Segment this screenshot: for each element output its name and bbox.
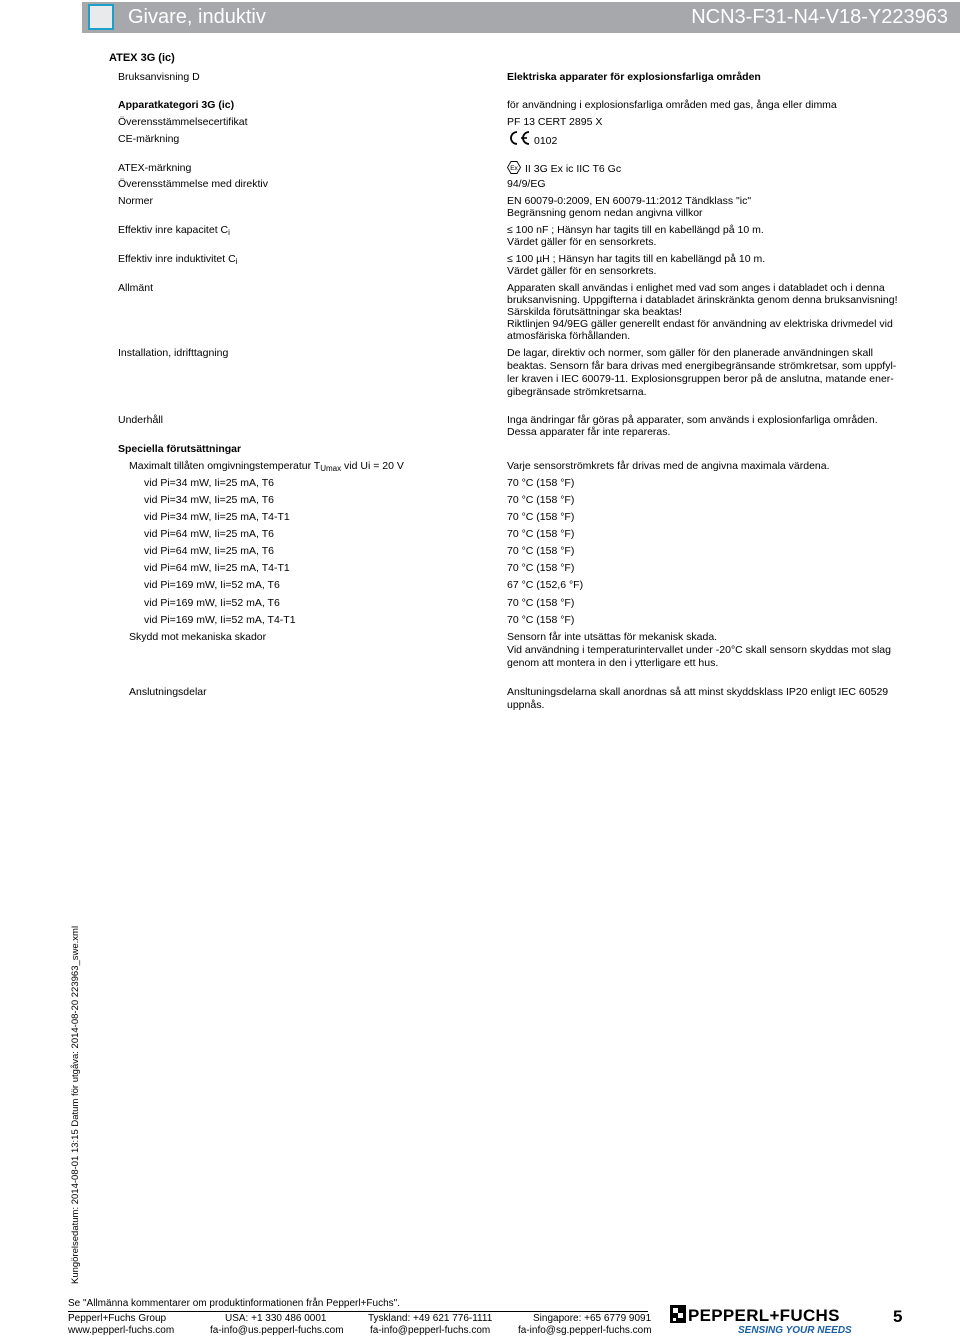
normer-label: Normer xyxy=(118,195,154,207)
condition-label: vid Pi=64 mW, Ii=25 mA, T4-T1 xyxy=(144,562,290,574)
pepperl-fuchs-logo-icon xyxy=(670,1305,686,1323)
footer-note: Se "Allmänna kommentarer om produktinformationen från Pepperl+Fuchs". xyxy=(68,1298,400,1309)
anslutning-line-1: Ansltuningsdelarna skall anordnas så att minst skyddsklass IP20 enligt IEC 60529 xyxy=(507,686,889,698)
certifikat-label: Överensstämmelsecertifikat xyxy=(118,116,248,128)
bruksanvisning-value: Elektriska apparater för explosionsfarliga områden xyxy=(507,71,761,83)
condition-value: 70 °C (158 °F) xyxy=(507,614,575,626)
skydd-line-2: Vid användning i temperaturintervallet under -20°C skall sensorn skyddas mot slag xyxy=(507,644,891,656)
induktivitet-label xyxy=(118,253,237,268)
contact-detail[interactable]: fa-info@sg.pepperl-fuchs.com xyxy=(518,1325,652,1336)
anslutning-label: Anslutningsdelar xyxy=(129,686,207,698)
skydd-line-1: Sensorn får inte utsättas för mekanisk skada. xyxy=(507,631,718,643)
condition-label: vid Pi=34 mW, Ii=25 mA, T6 xyxy=(144,477,274,489)
brand-tagline: SENSING YOUR NEEDS xyxy=(738,1325,852,1336)
kapacitet-label xyxy=(118,224,230,239)
atex-label: ATEX-märkning xyxy=(118,162,192,174)
max-temp-suffix: vid Ui = 20 V xyxy=(341,460,404,472)
installation-line-1: De lagar, direktiv och normer, som gäller för den planerade användningen skall xyxy=(507,347,873,359)
condition-value: 70 °C (158 °F) xyxy=(507,528,575,540)
bruksanvisning-label: Bruksanvisning D xyxy=(118,71,200,83)
max-temp-sub: Umax xyxy=(320,464,342,473)
svg-text:Ex: Ex xyxy=(510,165,518,172)
contact-name: USA: +1 330 486 0001 xyxy=(225,1313,327,1324)
atex-marking: II 3G Ex ic IIC T6 Gc xyxy=(525,163,622,175)
ce-value-row xyxy=(507,130,907,148)
contact-detail[interactable]: www.pepperl-fuchs.com xyxy=(68,1325,175,1336)
atex-value-row xyxy=(507,161,907,176)
skydd-line-3: genom att montera in den i ytterligare ett hus. xyxy=(507,657,719,669)
allmant-line-2: bruksanvisning. Uppgifterna i databladet ärinskränkta genom denna bruksanvisning! xyxy=(507,294,898,306)
condition-label: vid Pi=169 mW, Ii=52 mA, T6 xyxy=(144,597,280,609)
condition-value: 70 °C (158 °F) xyxy=(507,597,575,609)
condition-value: 70 °C (158 °F) xyxy=(507,545,575,557)
kapacitet-label-text: Effektiv inre kapacitet C xyxy=(118,224,229,236)
contact-detail[interactable]: fa-info@pepperl-fuchs.com xyxy=(370,1325,491,1336)
installation-label: Installation, idrifttagning xyxy=(118,347,229,359)
condition-label: vid Pi=34 mW, Ii=25 mA, T4-T1 xyxy=(144,511,290,523)
ce-mark-icon xyxy=(507,130,531,146)
anslutning-line-2: uppnås. xyxy=(507,699,545,711)
condition-value: 70 °C (158 °F) xyxy=(507,494,575,506)
certifikat-value: PF 13 CERT 2895 X xyxy=(507,116,603,128)
condition-label: vid Pi=64 mW, Ii=25 mA, T6 xyxy=(144,528,274,540)
contact-name: Singapore: +65 6779 9091 xyxy=(533,1313,652,1324)
allmant-line-1: Apparaten skall användas i enlighet med vad som anges i databladet och i denna xyxy=(507,282,885,294)
skydd-label: Skydd mot mekaniska skador xyxy=(129,631,267,643)
kapacitet-value-1: ≤ 100 nF ; Hänsyn har tagits till en kabellängd på 10 m. xyxy=(507,224,764,236)
kategori-label: Apparatkategori 3G (ic) xyxy=(118,99,235,111)
condition-label: vid Pi=169 mW, Ii=52 mA, T6 xyxy=(144,579,280,591)
induktivitet-value-2: Värdet gäller för en sensorkrets. xyxy=(507,265,657,277)
max-temp-label xyxy=(129,460,404,475)
max-temp-value: Varje sensorströmkrets får drivas med de angivna maximala värdena. xyxy=(507,460,830,472)
kapacitet-value-2: Värdet gäller för en sensorkrets. xyxy=(507,236,657,248)
kapacitet-sub: i xyxy=(228,228,230,237)
publication-date-sidebar: Kungörelsedatum: 2014-08-01 13:15 Datum för utgåva: 2014-08-20 223963_swe.xml xyxy=(70,925,81,1284)
condition-value: 67 °C (152,6 °F) xyxy=(507,579,584,591)
underhall-line-1: Inga ändringar får göras på apparater, som används i explosionfarliga områden. xyxy=(507,414,878,426)
ce-label: CE-märkning xyxy=(118,133,180,145)
kategori-value: för användning i explosionsfarliga områden med gas, ånga eller dimma xyxy=(507,99,837,111)
allmant-line-4: Riktlinjen 94/9EG gäller generellt endast för användning av elektriska drivmedel vid xyxy=(507,318,893,330)
section-title: ATEX 3G (ic) xyxy=(109,52,175,64)
contact-name: Tyskland: +49 621 776-1111 xyxy=(368,1313,493,1324)
header-bar xyxy=(82,2,960,33)
condition-label: vid Pi=34 mW, Ii=25 mA, T6 xyxy=(144,494,274,506)
allmant-label: Allmänt xyxy=(118,282,154,294)
header-square-icon xyxy=(88,4,114,30)
document-title: Givare, induktiv xyxy=(128,6,266,28)
condition-label: vid Pi=169 mW, Ii=52 mA, T4-T1 xyxy=(144,614,296,626)
page-number: 5 xyxy=(893,1307,903,1326)
condition-value: 70 °C (158 °F) xyxy=(507,511,575,523)
installation-line-3: ler kraven i IEC 60079-11. Explosionsgruppen beror på de anslutna, matande ener- xyxy=(507,373,894,385)
underhall-label: Underhåll xyxy=(118,414,163,426)
ex-hexagon-icon xyxy=(507,161,521,174)
ce-number: 0102 xyxy=(534,135,558,147)
special-title: Speciella förutsättningar xyxy=(118,443,242,455)
footer-divider xyxy=(68,1311,648,1312)
installation-line-2: beaktas. Sensorn får bara drivas med energibegränsande strömkretsar, som uppfyl- xyxy=(507,360,897,372)
max-temp-label-text: Maximalt tillåten omgivningstemperatur T xyxy=(129,460,321,472)
allmant-line-5: atmosfäriska förhållanden. xyxy=(507,330,631,342)
model-number: NCN3-F31-N4-V18-Y223963 xyxy=(691,6,948,28)
allmant-line-3: Särskilda förutsättningar ska beaktas! xyxy=(507,306,683,318)
induktivitet-value-1: ≤ 100 µH ; Hänsyn har tagits till en kabellängd på 10 m. xyxy=(507,253,766,265)
contact-name: Pepperl+Fuchs Group xyxy=(68,1313,167,1324)
induktivitet-sub: i xyxy=(235,257,238,266)
underhall-line-2: Dessa apparater får inte repareras. xyxy=(507,426,671,438)
condition-value: 70 °C (158 °F) xyxy=(507,562,575,574)
normer-value-2: Begränsning genom nedan angivna villkor xyxy=(507,207,703,219)
direktiv-label: Överensstämmelse med direktiv xyxy=(118,178,268,190)
condition-label: vid Pi=64 mW, Ii=25 mA, T6 xyxy=(144,545,274,557)
normer-value-1: EN 60079-0:2009, EN 60079-11:2012 Tändklass "ic" xyxy=(507,195,752,207)
contact-detail[interactable]: fa-info@us.pepperl-fuchs.com xyxy=(210,1325,344,1336)
brand-name: PEPPERL+FUCHS xyxy=(688,1306,840,1325)
direktiv-value: 94/9/EG xyxy=(507,178,546,190)
condition-value: 70 °C (158 °F) xyxy=(507,477,575,489)
installation-line-4: gibegränsade strömkretsarna. xyxy=(507,386,647,398)
induktivitet-label-text: Effektiv inre induktivitet C xyxy=(118,253,236,265)
